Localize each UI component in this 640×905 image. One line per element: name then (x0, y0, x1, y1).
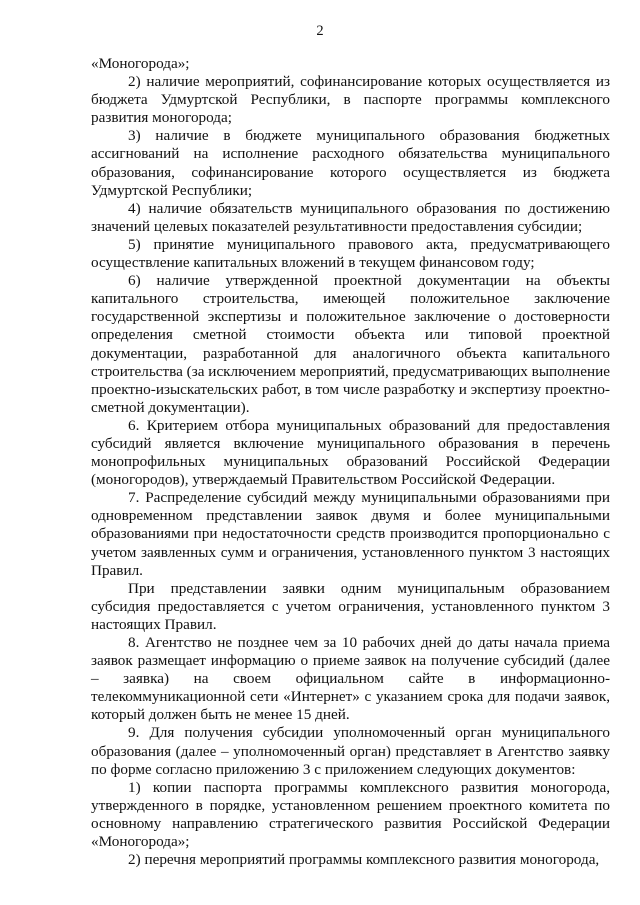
paragraph-item-6: 6) наличие утвержденной проектной документации на объекты капитального строительства, имеющей положительное заключение государственной экспертизы и положительное заключение о достоверности определения сметной стоимости объекта или типовой проектной документации, разработанной для аналогичного объекта капитального строительства (за исключением мероприятий, предусматривающих выполнение проектно-изыскательских работ, в том числе разработку и экспертизу проектно-сметной документации). (91, 272, 610, 416)
paragraph-clause-6: 6. Критерием отбора муниципальных образований для предоставления субсидий является включение муниципального образования в перечень монопрофильных муниципальных образований Российской Федерации (моногородов), утверждаемый Правительством Российской Федерации. (91, 416, 610, 489)
paragraph-item-5: 5) принятие муниципального правового акта, предусматривающего осуществление капитальных вложений в текущем финансовом году; (91, 235, 610, 272)
paragraph-clause-7: 7. Распределение субсидий между муниципальными образованиями при одновременном представлении заявок двумя и более муниципальными образованиями при недостаточности средств производится пропорционально с учетом заявленных сумм и ограничения, установленного пунктом 3 настоящих Правил. (91, 489, 610, 579)
page-number: 2 (316, 23, 324, 39)
paragraph-continuation: «Моногорода»; (91, 55, 190, 72)
paragraph-clause-9-item-2: 2) перечня мероприятий программы комплексного развития моногорода, (128, 851, 600, 869)
paragraph-clause-8: 8. Агентство не позднее чем за 10 рабочих дней до даты начала приема заявок размещает информацию о приеме заявок на получение субсидий (далее – заявка) на своем официальном сайте в информационно-телекоммуникационной сети «Интернет» с указанием срока для подачи заявок, который должен быть не менее 15 дней. (91, 634, 610, 724)
paragraph-clause-9-item-1: 1) копии паспорта программы комплексного развития моногорода, утвержденного в порядке, установленном решением проектного комитета по основному направлению стратегического развития Российской Федерации «Моногорода»; (91, 778, 610, 851)
paragraph-clause-9: 9. Для получения субсидии уполномоченный орган муниципального образования (далее – уполномоченный орган) представляет в Агентство заявку по форме согласно приложению 3 с приложением следующих документов: (91, 724, 610, 778)
document-body (91, 55, 610, 869)
paragraph-clause-7-note: При представлении заявки одним муниципальным образованием субсидия предоставляется с учетом ограничения, установленного пунктом 3 настоящих Правил. (91, 579, 610, 633)
paragraph-item-3: 3) наличие в бюджете муниципального образования бюджетных ассигнований на исполнение расходного обязательства муниципального образования, софинансирование которого осуществляется из бюджета Удмуртской Республики; (91, 127, 610, 199)
paragraph-item-2: 2) наличие мероприятий, софинансирование которых осуществляется из бюджета Удмуртской Республики, в паспорте программы комплексного развития моногорода; (91, 73, 610, 127)
paragraph-item-4: 4) наличие обязательств муниципального образования по достижению значений целевых показателей результативности предоставления субсидии; (91, 199, 610, 235)
